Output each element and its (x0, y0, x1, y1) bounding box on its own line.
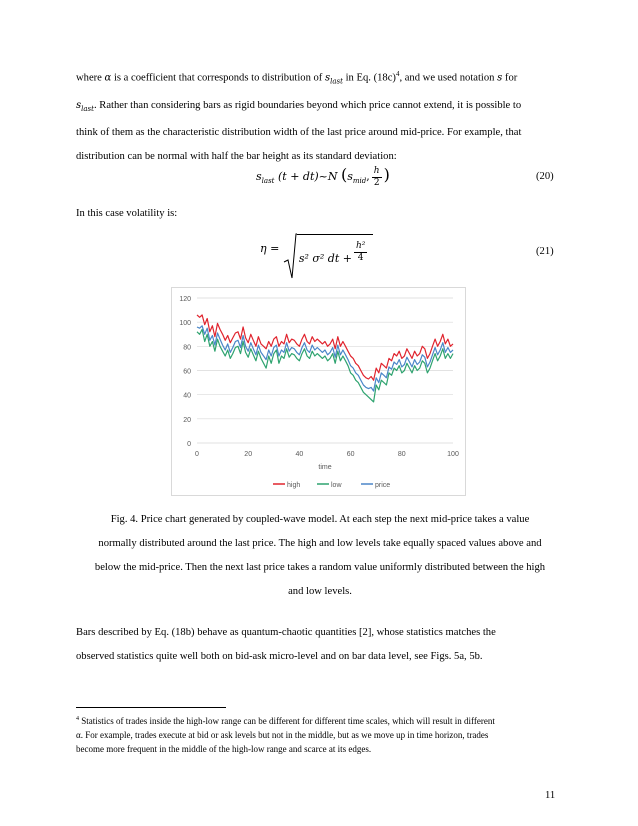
x-tick-label: 60 (346, 451, 355, 458)
y-tick-label: 20 (183, 416, 191, 424)
y-tick-label: 60 (183, 368, 191, 376)
equation-21: η = s² σ² dt + $\frac{\text{h²}}{4}$ (260, 232, 373, 280)
footnote-line-1: $^4$ Statistics of trades inside the high-low range can be different for different time scales, which will result in different (76, 716, 495, 726)
caption-line-4: and low levels. (288, 586, 352, 597)
price-chart-svg (172, 288, 465, 495)
sqrt-sign (283, 232, 297, 280)
caption-line-2: normally distributed around the last price. The high and low levels take equally spaced values above and (98, 538, 542, 549)
x-tick-label: 0 (195, 451, 199, 458)
footnote (76, 712, 564, 756)
footnote-line-2: α. For example, trades execute at bid or ask levels but not in the middle, but as we move up in time horizon, trades (76, 730, 489, 740)
equation-21-number: (21) (536, 246, 554, 257)
y-tick-label: 0 (187, 441, 191, 448)
legend-label-low: low (331, 482, 342, 489)
footnote-separator (76, 707, 226, 708)
y-tick-label: 100 (179, 320, 191, 328)
legend-label-price: price (375, 482, 391, 489)
series-line-low (197, 329, 453, 402)
page-number: 11 (545, 790, 556, 801)
x-tick-label: 40 (295, 451, 304, 458)
series-line-price (197, 326, 453, 391)
y-tick-label: 80 (183, 344, 191, 352)
intro-line-3: think of them as the characteristic distribution width of the last price around mid-price. For example, that (76, 126, 522, 138)
bars-paragraph (76, 621, 564, 669)
intro-line-2: $s_{last}$. Rather than considering bars as rigid boundaries beyond which price cannot extend, it is possible to (76, 99, 522, 113)
legend-label-high: high (287, 482, 301, 489)
price-chart (171, 287, 466, 496)
x-tick-label: 80 (397, 451, 406, 458)
equation-20-number: (20) (536, 171, 554, 182)
volatility-intro: In this case volatility is: (76, 208, 178, 219)
bars-line-1: Bars described by Eq. (18b) behave as quantum-chaotic quantities [2], whose statistics matches the (76, 627, 496, 638)
intro-paragraph (76, 62, 564, 169)
x-tick-label: 20 (244, 451, 253, 458)
bars-line-2: observed statistics quite well both on bid-ask micro-level and on bar data level, see Figs. 5a, 5b. (76, 651, 483, 662)
y-tick-label: 40 (183, 392, 191, 400)
intro-line-1: where α is a coefficient that corresponds to distribution of $s_{last}$ in Eq. $(18c)^4$, and we used notation s for (76, 70, 518, 86)
footnote-line-3: become more frequent in the middle of the high-low range and scarce at its edges. (76, 744, 372, 754)
figure-caption (76, 508, 564, 604)
caption-line-3: below the mid-price. Then the next last price takes a random value uniformly distributed between the high (94, 562, 546, 573)
x-tick-label: 100 (447, 451, 459, 458)
x-axis-label: time (318, 464, 332, 471)
y-tick-label: 120 (179, 296, 191, 303)
equation-20: $s_{last}$ (t + dt)~N ($s_{mid}$, $\frac{h}{2}$ ) (256, 165, 390, 188)
intro-line-4: distribution can be normal with half the bar height as its standard deviation: (76, 150, 397, 162)
caption-line-1: Fig. 4. Price chart generated by coupled-wave model. At each step the next mid-price takes a value (110, 514, 530, 525)
